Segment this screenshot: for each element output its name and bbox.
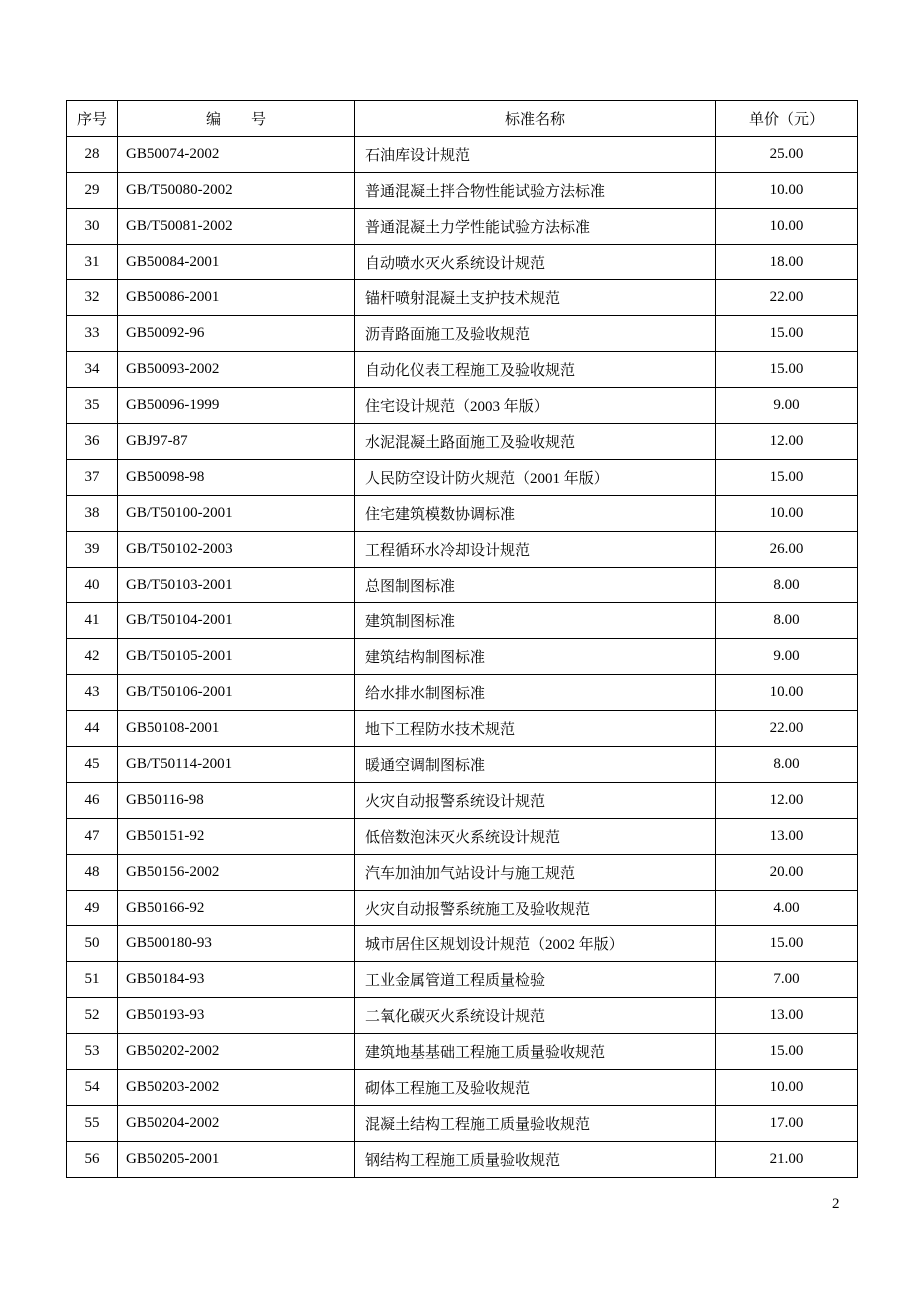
page-number: 2 [832, 1196, 840, 1212]
row-serial-number: 40 [67, 567, 118, 603]
row-code: GB50096-1999 [118, 388, 355, 424]
row-serial-number: 48 [67, 854, 118, 890]
row-unit-price: 13.00 [716, 818, 858, 854]
row-unit-price: 15.00 [716, 926, 858, 962]
row-code: GB50193-93 [118, 998, 355, 1034]
table-row [67, 352, 858, 388]
row-standard-name: 汽车加油加气站设计与施工规范 [355, 854, 716, 890]
table-row [67, 890, 858, 926]
table-row [67, 1070, 858, 1106]
table-row [67, 1141, 858, 1177]
row-code: GB50184-93 [118, 962, 355, 998]
row-serial-number: 46 [67, 782, 118, 818]
row-unit-price: 15.00 [716, 316, 858, 352]
row-serial-number: 33 [67, 316, 118, 352]
row-code: GB/T50114-2001 [118, 747, 355, 783]
row-serial-number: 55 [67, 1105, 118, 1141]
row-serial-number: 53 [67, 1034, 118, 1070]
table-row [67, 603, 858, 639]
row-serial-number: 35 [67, 388, 118, 424]
row-standard-name: 自动化仪表工程施工及验收规范 [355, 352, 716, 388]
table-row [67, 854, 858, 890]
row-code: GB50151-92 [118, 818, 355, 854]
table-row [67, 424, 858, 460]
table-row [67, 459, 858, 495]
table-row [67, 711, 858, 747]
row-unit-price: 10.00 [716, 208, 858, 244]
row-unit-price: 17.00 [716, 1105, 858, 1141]
row-code: GB50166-92 [118, 890, 355, 926]
table-row [67, 782, 858, 818]
row-serial-number: 51 [67, 962, 118, 998]
row-serial-number: 38 [67, 495, 118, 531]
row-serial-number: 39 [67, 531, 118, 567]
row-standard-name: 沥青路面施工及验收规范 [355, 316, 716, 352]
row-code: GB50074-2002 [118, 136, 355, 172]
row-code: GB/T50100-2001 [118, 495, 355, 531]
row-code: GB500180-93 [118, 926, 355, 962]
row-serial-number: 54 [67, 1070, 118, 1106]
row-code: GB50156-2002 [118, 854, 355, 890]
row-standard-name: 给水排水制图标准 [355, 675, 716, 711]
row-serial-number: 47 [67, 818, 118, 854]
row-standard-name: 普通混凝土拌合物性能试验方法标准 [355, 172, 716, 208]
row-standard-name: 住宅建筑模数协调标准 [355, 495, 716, 531]
row-standard-name: 混凝土结构工程施工质量验收规范 [355, 1105, 716, 1141]
row-unit-price: 12.00 [716, 782, 858, 818]
row-unit-price: 10.00 [716, 675, 858, 711]
row-serial-number: 45 [67, 747, 118, 783]
row-unit-price: 8.00 [716, 747, 858, 783]
row-standard-name: 总图制图标准 [355, 567, 716, 603]
table-row [67, 747, 858, 783]
row-code: GB50202-2002 [118, 1034, 355, 1070]
row-standard-name: 建筑地基基础工程施工质量验收规范 [355, 1034, 716, 1070]
row-code: GB/T50081-2002 [118, 208, 355, 244]
row-unit-price: 7.00 [716, 962, 858, 998]
row-unit-price: 9.00 [716, 639, 858, 675]
row-unit-price: 8.00 [716, 603, 858, 639]
row-serial-number: 28 [67, 136, 118, 172]
row-code: GB50092-96 [118, 316, 355, 352]
row-standard-name: 建筑制图标准 [355, 603, 716, 639]
row-unit-price: 15.00 [716, 352, 858, 388]
standards-table [66, 100, 858, 1178]
row-standard-name: 建筑结构制图标准 [355, 639, 716, 675]
row-unit-price: 10.00 [716, 1070, 858, 1106]
row-unit-price: 4.00 [716, 890, 858, 926]
row-unit-price: 26.00 [716, 531, 858, 567]
row-unit-price: 13.00 [716, 998, 858, 1034]
row-serial-number: 31 [67, 244, 118, 280]
row-serial-number: 43 [67, 675, 118, 711]
row-unit-price: 8.00 [716, 567, 858, 603]
table-row [67, 244, 858, 280]
row-code: GB50086-2001 [118, 280, 355, 316]
row-code: GB/T50105-2001 [118, 639, 355, 675]
row-code: GB50116-98 [118, 782, 355, 818]
row-unit-price: 20.00 [716, 854, 858, 890]
row-standard-name: 普通混凝土力学性能试验方法标准 [355, 208, 716, 244]
row-serial-number: 34 [67, 352, 118, 388]
standards-price-list [66, 100, 855, 1178]
row-standard-name: 石油库设计规范 [355, 136, 716, 172]
table-header-row [67, 101, 858, 137]
row-standard-name: 住宅设计规范（2003 年版） [355, 388, 716, 424]
row-code: GB/T50106-2001 [118, 675, 355, 711]
row-standard-name: 工业金属管道工程质量检验 [355, 962, 716, 998]
row-unit-price: 21.00 [716, 1141, 858, 1177]
row-standard-name: 火灾自动报警系统设计规范 [355, 782, 716, 818]
table-row [67, 388, 858, 424]
row-standard-name: 人民防空设计防火规范（2001 年版） [355, 459, 716, 495]
row-code: GB50084-2001 [118, 244, 355, 280]
row-unit-price: 25.00 [716, 136, 858, 172]
table-row [67, 208, 858, 244]
row-standard-name: 低倍数泡沫灭火系统设计规范 [355, 818, 716, 854]
row-serial-number: 42 [67, 639, 118, 675]
row-standard-name: 二氧化碳灭火系统设计规范 [355, 998, 716, 1034]
row-code: GB50205-2001 [118, 1141, 355, 1177]
row-code: GB50203-2002 [118, 1070, 355, 1106]
row-code: GB/T50103-2001 [118, 567, 355, 603]
row-code: GBJ97-87 [118, 424, 355, 460]
row-unit-price: 22.00 [716, 280, 858, 316]
row-unit-price: 15.00 [716, 1034, 858, 1070]
table-row [67, 136, 858, 172]
table-row [67, 926, 858, 962]
table-row [67, 531, 858, 567]
header-code: 编 号 [118, 101, 355, 137]
row-serial-number: 50 [67, 926, 118, 962]
row-serial-number: 52 [67, 998, 118, 1034]
row-unit-price: 12.00 [716, 424, 858, 460]
header-serial-number: 序号 [67, 101, 118, 137]
row-code: GB/T50104-2001 [118, 603, 355, 639]
table-row [67, 567, 858, 603]
row-serial-number: 41 [67, 603, 118, 639]
row-unit-price: 15.00 [716, 459, 858, 495]
row-serial-number: 30 [67, 208, 118, 244]
row-unit-price: 22.00 [716, 711, 858, 747]
row-code: GB50098-98 [118, 459, 355, 495]
row-serial-number: 29 [67, 172, 118, 208]
header-standard-name: 标准名称 [355, 101, 716, 137]
row-serial-number: 56 [67, 1141, 118, 1177]
row-unit-price: 10.00 [716, 495, 858, 531]
row-standard-name: 锚杆喷射混凝土支护技术规范 [355, 280, 716, 316]
row-standard-name: 地下工程防水技术规范 [355, 711, 716, 747]
row-standard-name: 暖通空调制图标准 [355, 747, 716, 783]
row-standard-name: 工程循环水冷却设计规范 [355, 531, 716, 567]
row-code: GB/T50102-2003 [118, 531, 355, 567]
row-standard-name: 砌体工程施工及验收规范 [355, 1070, 716, 1106]
row-code: GB/T50080-2002 [118, 172, 355, 208]
table-row [67, 675, 858, 711]
row-serial-number: 44 [67, 711, 118, 747]
row-serial-number: 37 [67, 459, 118, 495]
header-unit-price: 单价（元） [716, 101, 858, 137]
table-row [67, 1034, 858, 1070]
row-standard-name: 火灾自动报警系统施工及验收规范 [355, 890, 716, 926]
table-row [67, 962, 858, 998]
table-row [67, 280, 858, 316]
row-unit-price: 10.00 [716, 172, 858, 208]
table-row [67, 495, 858, 531]
row-serial-number: 36 [67, 424, 118, 460]
row-unit-price: 9.00 [716, 388, 858, 424]
table-row [67, 818, 858, 854]
row-standard-name: 钢结构工程施工质量验收规范 [355, 1141, 716, 1177]
table-row [67, 639, 858, 675]
row-code: GB50093-2002 [118, 352, 355, 388]
row-code: GB50204-2002 [118, 1105, 355, 1141]
row-standard-name: 城市居住区规划设计规范（2002 年版） [355, 926, 716, 962]
table-row [67, 316, 858, 352]
row-standard-name: 自动喷水灭火系统设计规范 [355, 244, 716, 280]
table-row [67, 1105, 858, 1141]
row-serial-number: 49 [67, 890, 118, 926]
table-row [67, 172, 858, 208]
row-unit-price: 18.00 [716, 244, 858, 280]
table-row [67, 998, 858, 1034]
row-serial-number: 32 [67, 280, 118, 316]
row-code: GB50108-2001 [118, 711, 355, 747]
row-standard-name: 水泥混凝土路面施工及验收规范 [355, 424, 716, 460]
